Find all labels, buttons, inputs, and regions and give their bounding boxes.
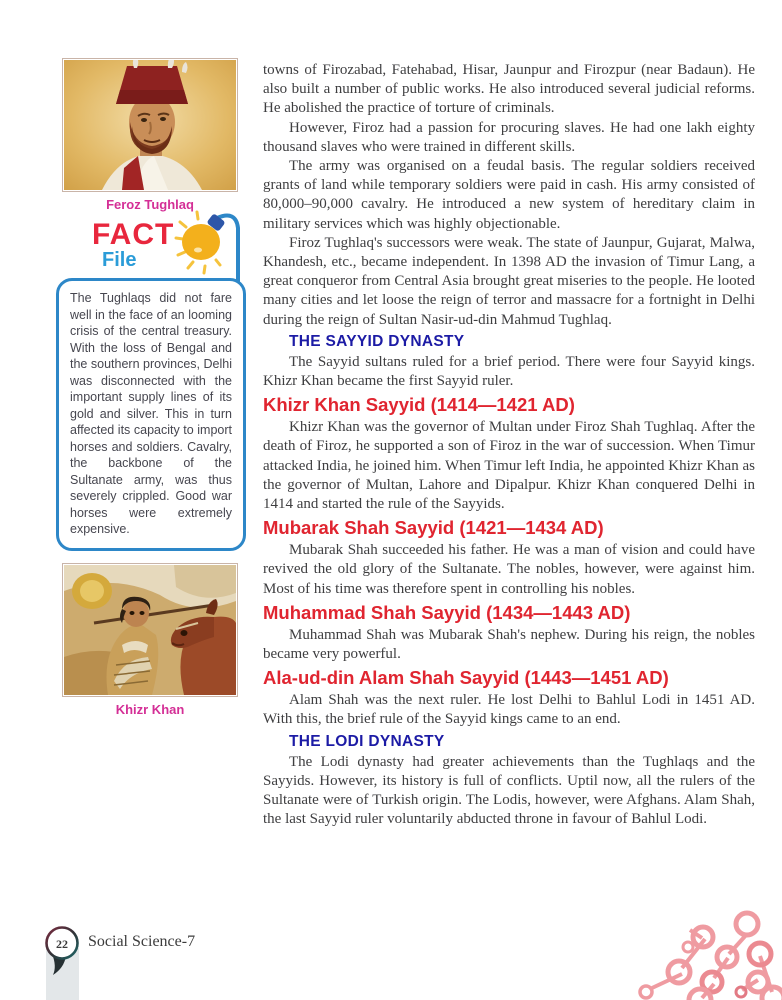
pink-rings-decoration xyxy=(622,908,782,1000)
fact-file-header xyxy=(62,216,238,278)
khizr-khan-caption: Khizr Khan xyxy=(115,701,185,717)
khizr-khan-image xyxy=(62,563,238,697)
sidebar xyxy=(62,58,238,830)
fact-title: FACT xyxy=(92,218,175,251)
fact-file-text: The Tughlaqs did not fare well in the face of an looming crisis of the central treasury. With the loss of Bengal and the southern provinces, Delhi was disconnected with the important supply lines of its gold and silver. This in turn affected its capacity to import horses and soldiers. Cavalry, the backbone of the Sultanate army, was thus severely crippled. Good war horses were extremely expensive. xyxy=(70,291,232,536)
paragraph: Khizr Khan was the governor of Multan under Firoz Shah Tughlaq. After the death of Firoz, he supported a son of Firoz in the war of succession. When Timur attacked India, he joined him. When Timur left India, he appointed Khizr Khan as the governor of Multan, Lahore and Dipalpur. Khizr Khan conquered Delhi in 1414 and started the rule of the Sayyids. xyxy=(263,419,755,513)
book-title: Social Science-7 xyxy=(88,933,196,950)
page-content xyxy=(62,58,755,830)
paragraph: The Sayyid sultans ruled for a brief period. There were four Sayyid kings. Khizr Khan became the first Sayyid ruler. xyxy=(263,353,755,390)
fact-file-box xyxy=(56,278,246,551)
page-number: 22 xyxy=(56,937,68,951)
section-heading-sayyid-dynasty: THE SAYYID DYNASTY xyxy=(289,332,465,350)
feroz-tughlaq-image xyxy=(62,58,238,192)
speech-bubble-page-badge xyxy=(40,924,84,980)
subheading-alam-shah: Ala-ud-din Alam Shah Sayyid (1443—1451 AD) xyxy=(263,667,669,689)
feroz-tughlaq-caption: Feroz Tughlaq xyxy=(106,197,194,212)
paragraph: towns of Firozabad, Fatehabad, Hisar, Jaunpur and Firozpur (near Badaun). He also built a number of public works. He also introduced several judicial reforms. He abolished the practice of torture of criminals. xyxy=(263,62,755,117)
paragraph: However, Firoz had a passion for procuring slaves. He had one lakh eighty thousand slaves who were trained in different skills. xyxy=(263,119,755,155)
khizr-khan-illustration xyxy=(64,565,236,695)
paragraph: Mubarak Shah succeeded his father. He was a man of vision and could have revived the old glory of the Sultanate. The nobles, however, were against him. Most of his time was therefore spent in controlling his nobles. xyxy=(263,542,755,597)
file-subtitle: File xyxy=(102,249,137,271)
lightbulb-icon xyxy=(170,210,246,282)
feroz-tughlaq-illustration xyxy=(64,60,236,190)
subheading-khizr-khan: Khizr Khan Sayyid (1414—1421 AD) xyxy=(263,394,575,416)
paragraph: Muhammad Shah was Mubarak Shah's nephew. During his reign, the nobles became very powerful. xyxy=(263,626,755,663)
subheading-muhammad-shah: Muhammad Shah Sayyid (1434—1443 AD) xyxy=(263,601,631,623)
paragraph: The army was organised on a feudal basis. The regular soldiers received grants of land while temporary soldiers were paid in cash. His army consisted of 80,000–90,000 cavalry. He introduced a new system of hereditary claim in military services which was highly objectionable. xyxy=(263,158,755,232)
section-heading-lodi-dynasty: THE LODI DYNASTY xyxy=(289,732,445,750)
subheading-mubarak-shah: Mubarak Shah Sayyid (1421—1434 AD) xyxy=(263,517,604,539)
paragraph: The Lodi dynasty had greater achievements than the Tughlaqs and the Sayyids. However, its history is full of conflicts. Uptil now, all the rulers of the Sultanate were of Turkish origin. The Lodis, however, were Afghans. Alam Shah, the last Sayyid ruler voluntarily abducted throne in favour of Bahlul Lodi. xyxy=(263,753,755,828)
main-text-column xyxy=(263,58,755,830)
paragraph: Alam Shah was the next ruler. He lost Delhi to Bahlul Lodi in 1451 AD. With this, the brief rule of the Sayyid kings came to an end. xyxy=(263,692,755,728)
paragraph: Firoz Tughlaq's successors were weak. The state of Jaunpur, Gujarat, Malwa, Khandesh, etc., became independent. In 1398 AD the invasion of Timur Lang, a great conqueror from Central Asia brought great miseries to the people. He looted many cities and let loose the reign of terror and massacre for a fortnight in Delhi during the reign of Sultan Nasir-ud-din Mahmud Tughlaq. xyxy=(263,234,755,328)
